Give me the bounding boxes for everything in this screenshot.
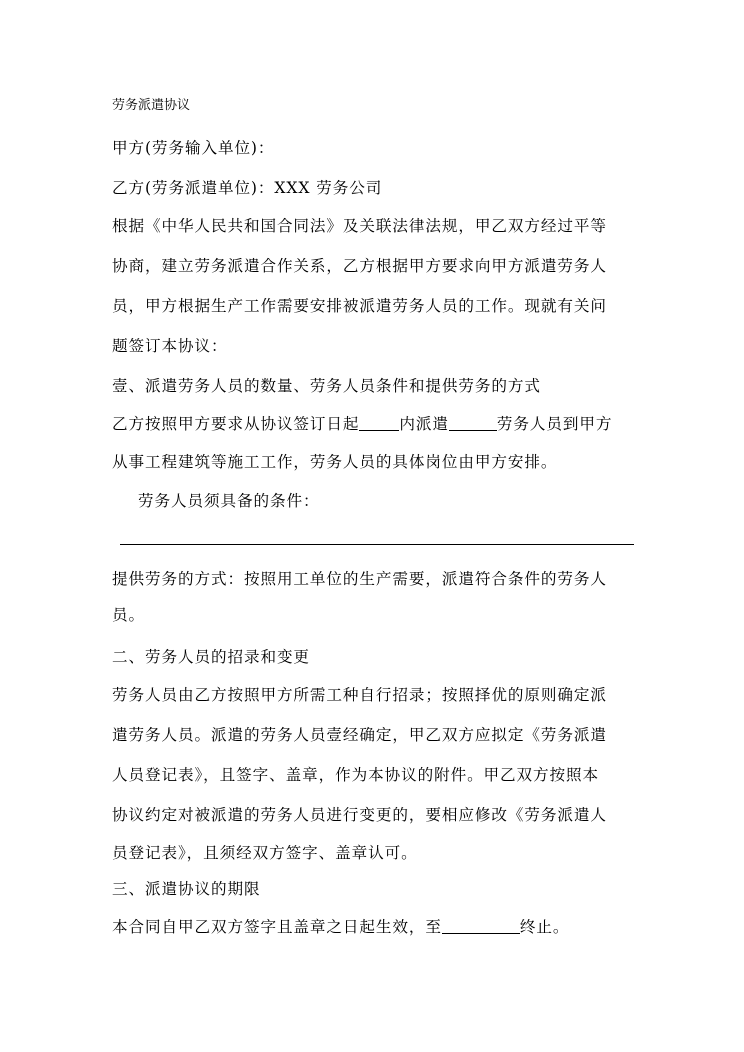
section-1-dispatch-line — [112, 414, 612, 434]
dispatch-text-b: 内派遣 — [399, 415, 449, 433]
section-2-line: 遣劳务人员。派遣的劳务人员壹经确定，甲乙双方应拟定《劳务派遣 — [112, 726, 607, 744]
intro-line: 根据《中华人民共和国合同法》及关联法律法规，甲乙双方经过平等 — [112, 217, 607, 235]
method-line: 提供劳务的方式：按照用工单位的生产需要，派遣符合条件的劳务人 — [112, 570, 607, 588]
section-3-term-line — [112, 917, 569, 937]
section-2-line: 协议约定对被派遣的劳务人员进行变更的，要相应修改《劳务派遣人 — [112, 806, 607, 824]
period-blank[interactable] — [359, 416, 399, 431]
conditions-fill-line[interactable] — [120, 544, 634, 545]
section-1-work-line: 从事工程建筑等施工工作，劳务人员的具体岗位由甲方安排。 — [112, 453, 558, 471]
end-date-blank[interactable] — [442, 919, 520, 934]
section-2-line: 员登记表》，且须经双方签字、盖章认可。 — [112, 844, 418, 862]
section-2-title: 二、劳务人员的招录和变更 — [112, 648, 310, 666]
intro-line: 员，甲方根据生产工作需要安排被派遣劳务人员的工作。现就有关问 — [112, 297, 607, 315]
term-text-b: 终止。 — [519, 918, 570, 936]
dispatch-text-a: 乙方按照甲方要求从协议签订日起 — [112, 415, 360, 433]
document-heading: 劳务派遣协议 — [112, 98, 191, 113]
count-blank[interactable] — [449, 416, 497, 431]
method-line: 员。 — [112, 606, 145, 624]
intro-line: 协商，建立劳务派遣合作关系，乙方根据甲方要求向甲方派遣劳务人 — [112, 257, 607, 275]
section-1-title: 壹、派遣劳务人员的数量、劳务人员条件和提供劳务的方式 — [112, 377, 541, 395]
dispatch-text-c: 劳务人员到甲方 — [496, 415, 613, 433]
section-3-title: 三、派遣协议的期限 — [112, 880, 261, 898]
party-a-line: 甲方(劳务输入单位)： — [112, 139, 275, 157]
section-2-line: 劳务人员由乙方按照甲方所需工种自行招录；按照择优的原则确定派 — [112, 686, 607, 704]
term-text-a: 本合同自甲乙双方签字且盖章之日起生效，至 — [112, 918, 442, 936]
intro-line: 题签订本协议： — [112, 337, 228, 355]
party-b-line: 乙方(劳务派遣单位)：XXX 劳务公司 — [112, 179, 383, 197]
section-2-line: 人员登记表》，且签字、盖章，作为本协议的附件。甲乙双方按照本 — [112, 766, 600, 784]
conditions-label: 劳务人员须具备的条件： — [138, 492, 320, 510]
